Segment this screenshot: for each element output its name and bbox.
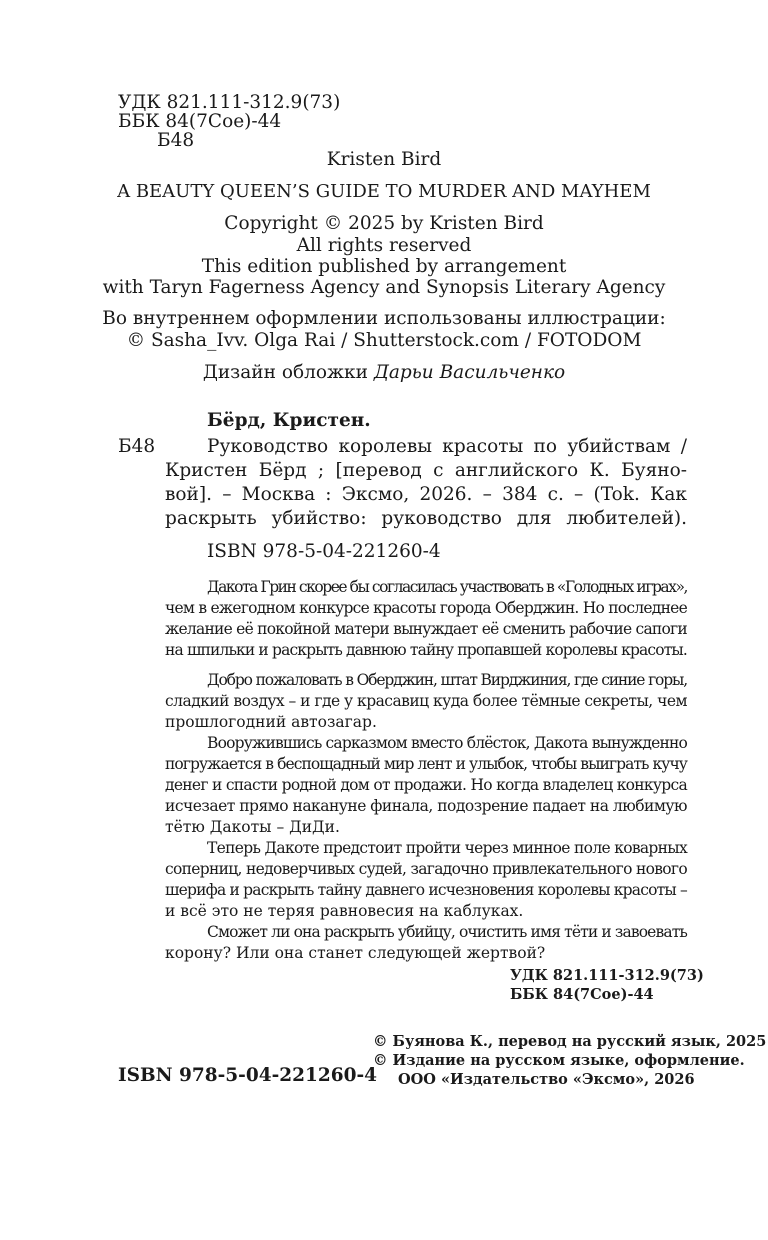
annotation-line: погружается в беспощадный мир лент и улыбок, чтобы выиграть кучу bbox=[165, 755, 687, 773]
bib-line: вой]. – Москва : Эксмо, 2026. – 384 с. – (Tok. Как bbox=[165, 484, 687, 505]
footer-isbn: ISBN 978-5-04-221260-4 bbox=[118, 1065, 378, 1086]
annotation-line: Вооружившись сарказмом вместо блёсток, Дакота вынужденно bbox=[207, 734, 687, 752]
annotation-line: соперниц, недоверчивых судей, загадочно привлекательного нового bbox=[165, 860, 687, 878]
bib-author-heading: Бёрд, Кристен. bbox=[207, 410, 371, 431]
udk-code: УДК 821.111-312.9(73) bbox=[118, 92, 341, 113]
bbk-code: ББК 84(7Сое)-44 bbox=[118, 111, 282, 132]
bib-isbn: ISBN 978-5-04-221260-4 bbox=[207, 541, 441, 562]
annotation-line: прошлогодний автозагар. bbox=[165, 713, 377, 731]
annotation-line: корону? Или она станет следующей жертвой? bbox=[165, 944, 546, 962]
annotation-line: на шпильки и раскрыть давнюю тайну пропавшей королевы красоты. bbox=[165, 641, 687, 659]
annotation-line: Добро пожаловать в Оберджин, штат Вирджиния, где синие горы, bbox=[207, 671, 687, 689]
bib-mark: Б48 bbox=[118, 436, 156, 457]
annotation-line: желание её покойной матери вынуждает её сменить рабочие сапоги bbox=[165, 620, 687, 638]
bib-line: раскрыть убийство: руководство для любителей). bbox=[165, 508, 687, 529]
cover-designer-name: Дарьи Васильченко bbox=[373, 362, 566, 383]
annotation-line: чем в ежегодном конкурсе красоты города Оберджин. Но последнее bbox=[165, 599, 687, 617]
footer-bbk: ББК 84(7Сое)-44 bbox=[510, 986, 654, 1003]
translation-copyright: © Буянова К., перевод на русский язык, 2025 bbox=[373, 1033, 767, 1050]
publisher-copyright: ООО «Издательство «Эксмо», 2026 bbox=[398, 1071, 695, 1088]
annotation-line: Сможет ли она раскрыть убийцу, очистить имя тёти и завоевать bbox=[207, 923, 687, 941]
author-mark: Б48 bbox=[157, 130, 195, 151]
annotation-line: шерифа и раскрыть тайну давнего исчезновения королевы красоты – bbox=[165, 881, 687, 899]
edition-line-1: This edition published by arrangement bbox=[201, 256, 567, 277]
annotation-line: тётю Дакоты – ДиДи. bbox=[165, 818, 340, 836]
edition-copyright: © Издание на русском языке, оформление. bbox=[373, 1052, 745, 1069]
annotation-line: и всё это не теряя равновесия на каблуках. bbox=[165, 902, 524, 920]
annotation-line: исчезает прямо накануне финала, подозрение падает на любимую bbox=[165, 797, 687, 815]
bib-line: Кристен Бёрд ; [перевод с английского К. Буяно- bbox=[165, 460, 687, 481]
cover-design-prefix: Дизайн обложки bbox=[202, 362, 374, 383]
original-title: A BEAUTY QUEEN’S GUIDE TO MURDER AND MAYHEM bbox=[117, 181, 651, 202]
original-author: Kristen Bird bbox=[326, 149, 442, 170]
footer-udk: УДК 821.111-312.9(73) bbox=[510, 967, 704, 984]
cover-design-line bbox=[0, 362, 768, 383]
annotation-line: Теперь Дакоте предстоит пройти через минное поле коварных bbox=[207, 839, 687, 857]
edition-line-2: with Taryn Fagerness Agency and Synopsis Literary Agency bbox=[102, 277, 666, 298]
copyright-line: Copyright © 2025 by Kristen Bird bbox=[224, 213, 544, 234]
bib-line: Руководство королевы красоты по убийствам / bbox=[207, 436, 687, 457]
illustrations-line-2: © Sasha_Ivv. Olga Rai / Shutterstock.com / FOTODOM bbox=[126, 330, 642, 351]
annotation-line: Дакота Грин скорее бы согласилась участвовать в «Голодных играх», bbox=[207, 578, 687, 596]
rights-line: All rights reserved bbox=[296, 235, 472, 256]
annotation-line: сладкий воздух – и где у красавиц куда более тёмные секреты, чем bbox=[165, 692, 687, 710]
illustrations-line-1: Во внутреннем оформлении использованы иллюстрации: bbox=[102, 308, 666, 329]
annotation-line: денег и спасти родной дом от продажи. Но когда владелец конкурса bbox=[165, 776, 687, 794]
